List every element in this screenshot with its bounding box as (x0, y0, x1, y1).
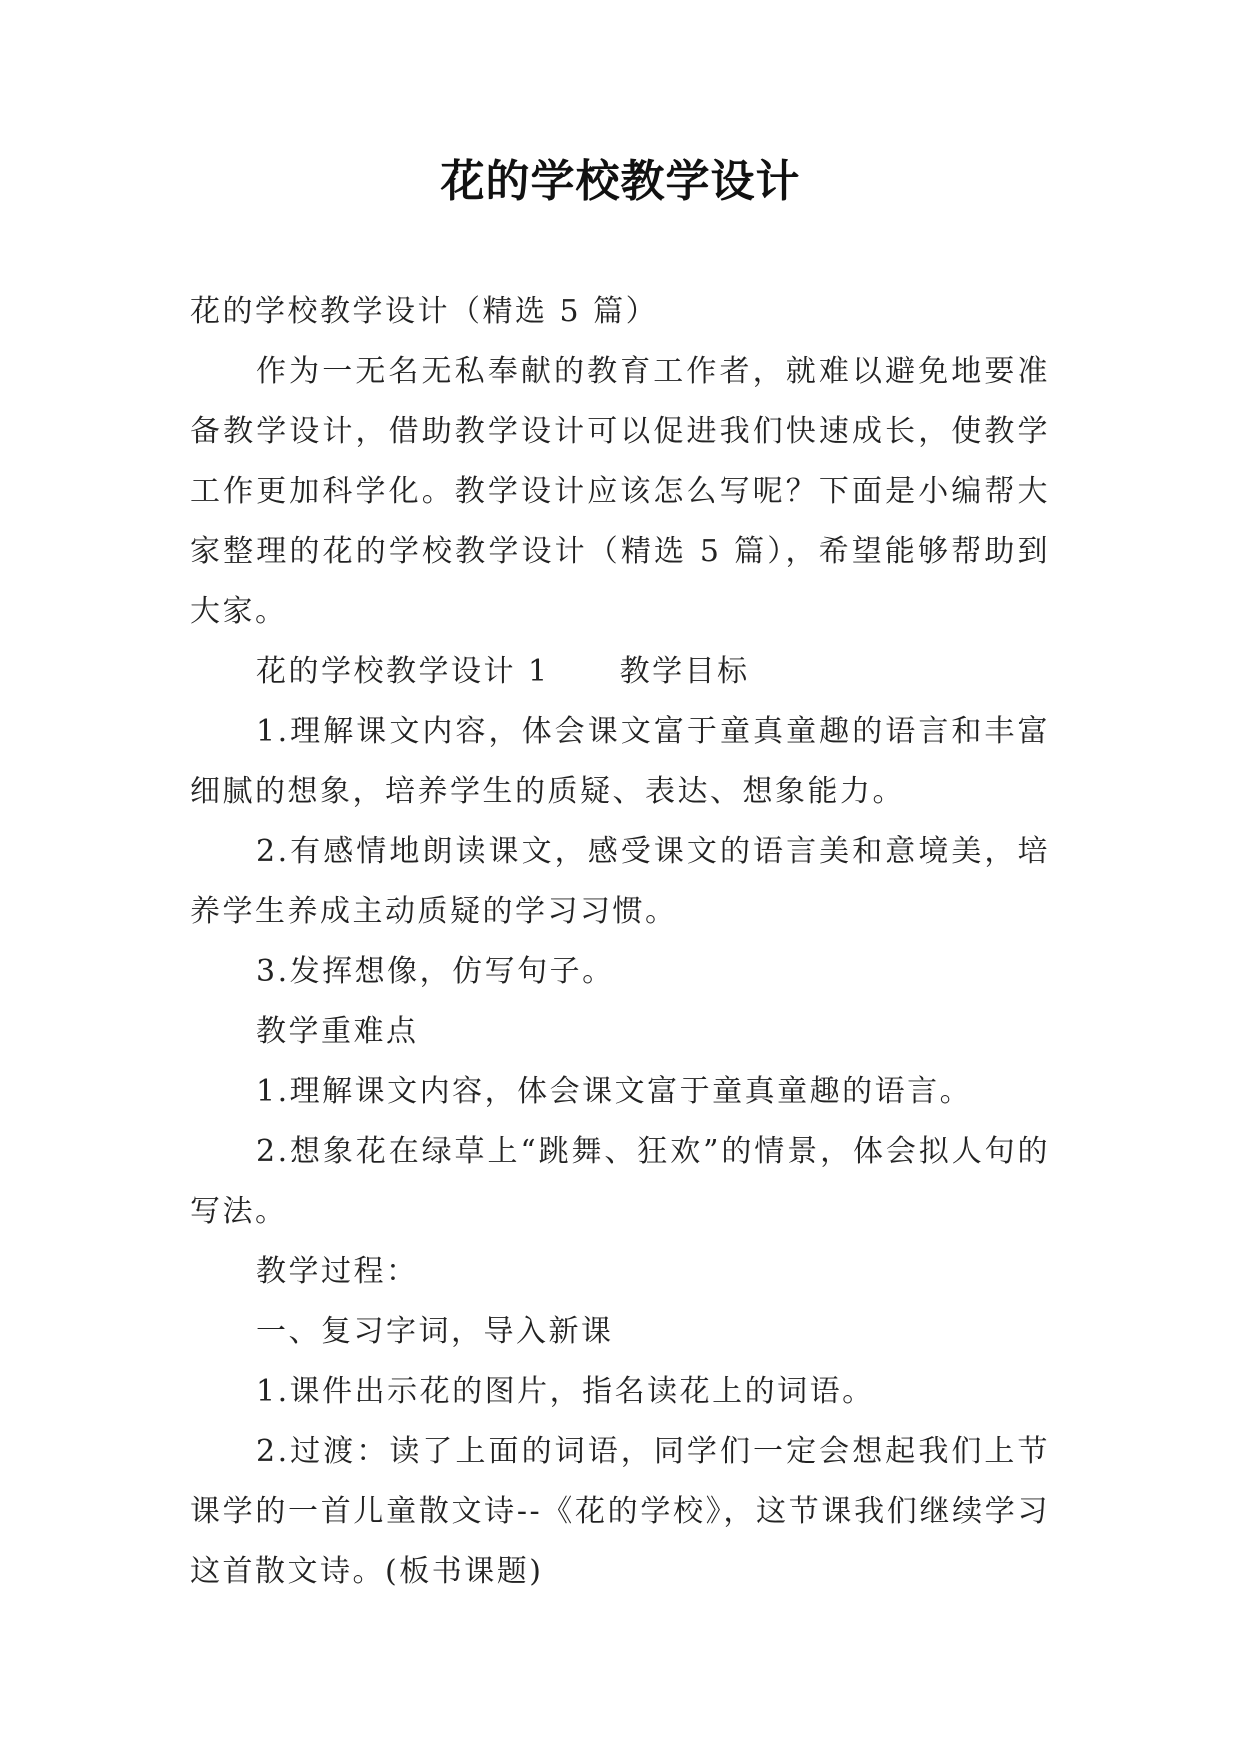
section1-heading: 花的学校教学设计 1 (256, 654, 550, 689)
process-step-item: 2.过渡：读了上面的词语，同学们一定会想起我们上节课学的一首儿童散文诗--《花的学校》，这节课我们继续学习这首散文诗。(板书课题) (190, 1434, 1050, 1589)
objectives-heading: 教学目标 (619, 654, 750, 689)
document-title: 花的学校教学设计 (440, 156, 801, 207)
process-step-item: 1.课件出示花的图片，指名读花上的词语。 (256, 1374, 875, 1409)
key-points-heading: 教学重难点 (256, 1014, 419, 1049)
process-step-heading: 一、复习字词，导入新课 (256, 1314, 614, 1349)
key-point-item: 2.想象花在绿草上“跳舞、狂欢”的情景，体会拟人句的写法。 (190, 1134, 1050, 1229)
intro-paragraph: 作为一无名无私奉献的教育工作者，就难以避免地要准备教学设计，借助教学设计可以促进我们快速成长，使教学工作更加科学化。教学设计应该怎么写呢？下面是小编帮大家整理的花的学校教学设计（精选 5 篇），希望能够帮助到大家。 (190, 354, 1050, 629)
objective-item: 2.有感情地朗读课文，感受课文的语言美和意境美，培养学生养成主动质疑的学习习惯。 (190, 834, 1050, 929)
document-body (190, 282, 1050, 1602)
objective-item: 3.发挥想像，仿写句子。 (256, 954, 615, 989)
document-subtitle: 花的学校教学设计（精选 5 篇） (190, 294, 659, 329)
process-heading: 教学过程： (256, 1254, 419, 1289)
objective-item: 1.理解课文内容，体会课文富于童真童趣的语言和丰富细腻的想象，培养学生的质疑、表达、想象能力。 (190, 714, 1050, 809)
key-point-item: 1.理解课文内容，体会课文富于童真童趣的语言。 (256, 1074, 973, 1109)
section-heading-line (190, 642, 1050, 702)
